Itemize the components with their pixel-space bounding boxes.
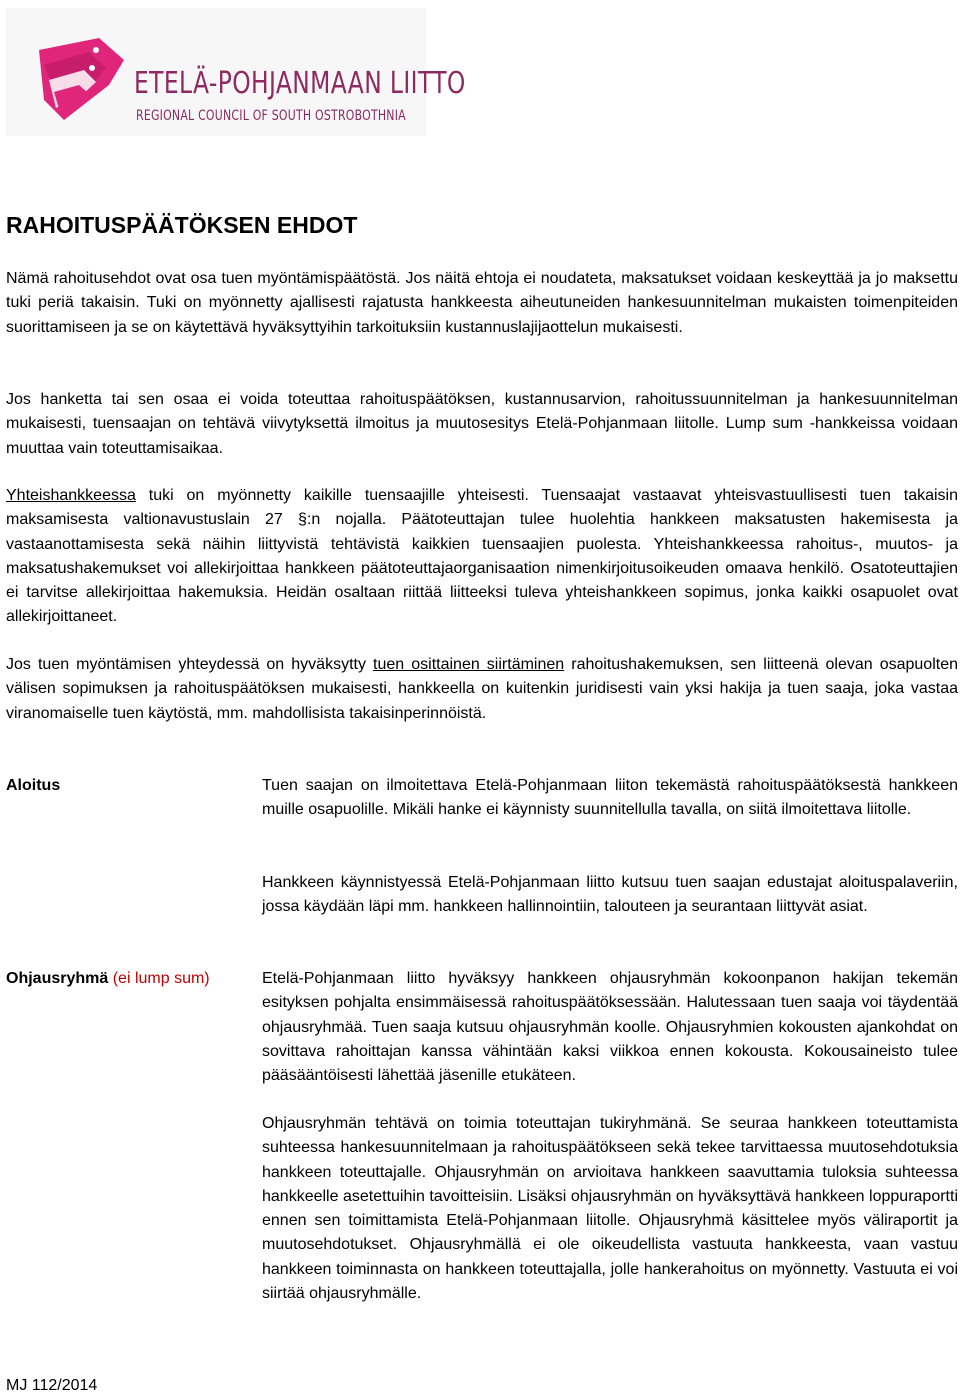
document-reference: MJ 112/2014 [6,1377,98,1394]
section-label-aloitus: Aloitus [6,777,61,794]
partial-transfer-before: Jos tuen myöntämisen yhteydessä on hyväksytty [6,656,374,673]
aloitus-text-1: Tuen saajan on ilmoitettava Etelä-Pohjanmaan liiton tekemästä rahoituspäätöksestä hankkeen muille osapuolille. Mikäli hanke ei käynnisty suunnitellulla tavalla, on siitä ilmoitettava liitolle. [262,777,958,819]
organization-logo [6,8,466,136]
joint-project-text: tuki on myönnetty kaikille tuensaajille yhteisesti. Tuensaajat vastaavat yhteisvastuullisesti tuen takaisin maksamisesta valtionavustuslain 27 §:n nojalla. Päätoteuttajan tulee huolehtia hankkeen maksatusten hakemisesta ja vastaanottamisesta sekä näihin liittyvistä tehtävistä kaikkien tuensaajien puolesta. Yhteishankkeessa rahoitus-, muutos- ja maksatushakemukset voi allekirjoittaa hankkeen päätoteuttajaorganisaation nimenkirjoitusoikeuden omaava henkilö. Osatoteuttajien ei tarvitse allekirjoittaa hakemuksia. Heidän osaltaan riittää liitteeksi tuleva yhteishankkeen sopimus, jonka kaikki osapuolet ovat allekirjoittaneet. [6,487,958,626]
section-label-ohjausryhma [6,967,210,991]
ohjausryhma-label: Ohjausryhmä [6,970,109,987]
deer-emblem-icon [34,30,129,125]
ohjausryhma-text-1: Etelä-Pohjanmaan liitto hyväksyy hankkeen ohjausryhmän kokoonpanon hakijan tekemän esityksen pohjalta ensimmäisessä rahoituspäätöksessään. Halutessaan tuen saaja voi täydentää ohjausryhmää. Tuen saaja kutsuu ohjausryhmän koolle. Ohjausryhmien kokousten ajankohdat on sovittava rahoittajan kanssa vähintään kaksi viikkoa ennen kokousta. Kokousaineisto tulee pääsääntöisesti lähettää jäsenille etukäteen. [262,970,958,1085]
partial-transfer-term: tuen osittainen siirtäminen [373,656,565,673]
page-title: RAHOITUSPÄÄTÖKSEN EHDOT [6,212,358,238]
partial-transfer-after: rahoitushakemuksen, sen liitteenä olevan osapuolten välisen sopimuksen ja rahoituspäätöksen mukaisesti, hankkeella on kuitenkin juridisesti vain yksi hakija ja tuen saaja, joka vastaa viranomaiselle tuen käytöstä, mm. mahdollisista takaisinperinnöistä. [6,656,958,722]
logo-subtitle: REGIONAL COUNCIL OF SOUTH OSTROBOTHNIA [136,108,406,124]
intro-paragraph: Nämä rahoitusehdot ovat osa tuen myöntämispäätöstä. Jos näitä ehtoja ei noudateta, maksatukset voidaan keskeyttää ja jo maksettu tuki periä takaisin. Tuki on myönnetty ajallisesti rajatusta hankkeesta aiheutuneiden hankesuunnitelman mukaisten toimenpiteiden suorittamiseen ja se on käytettävä hyväksyttyihin tarkoituksiin kustannuslajijaottelun mukaisesti. [6,270,958,336]
aloitus-text-2: Hankkeen käynnistyessä Etelä-Pohjanmaan liitto kutsuu tuen saajan edustajat aloituspalaveriin, jossa käydään läpi mm. hankkeen hallinnointiin, talouteen ja seurantaan liittyvät asiat. [262,874,958,916]
partial-transfer-paragraph [6,653,958,726]
logo-title: ETELÄ-POHJANMAAN LIITTO [134,66,466,101]
joint-project-term: Yhteishankkeessa [6,487,136,504]
ohjausryhma-text-2: Ohjausryhmän tehtävä on toimia toteuttajan tukiryhmänä. Se seuraa hankkeen toteuttamista suhteessa hankesuunnitelmaan ja rahoituspäätökseen sekä tekee tarvittaessa muutosehdotuksia hankkeen toteuttajalle. Ohjausryhmän on arvioitava hankkeen saavuttamia tuloksia suhteessa hankkeelle asetettuihin tavoitteisiin. Lisäksi ohjausryhmän on hyväksyttävä hankkeen loppuraportti ennen sen toimittamista Etelä-Pohjanmaan liitolle. Ohjausryhmä käsittelee myös väliraportit ja muutosehdotukset. Ohjausryhmällä ei ole oikeudellista vastuuta hankkeesta, vaan vastuu hankkeen toiminnasta on hankkeen toteuttajalla, jolle hankerahoitus on myönnetty. Vastuuta ei voi siirtää ohjausryhmälle. [262,1115,958,1303]
change-paragraph: Jos hanketta tai sen osaa ei voida toteuttaa rahoituspäätöksen, kustannusarvion, rahoitussuunnitelman ja hankesuunnitelman mukaisesti, tuensaajan on tehtävä viivytyksettä ilmoitus ja muutosesitys Etelä-Pohjanmaan liitolle. Lump sum -hankkeissa voidaan muuttaa vain toteuttamisaikaa. [6,391,958,457]
ohjausryhma-note: (ei lump sum) [112,970,210,987]
joint-project-paragraph [6,484,958,630]
